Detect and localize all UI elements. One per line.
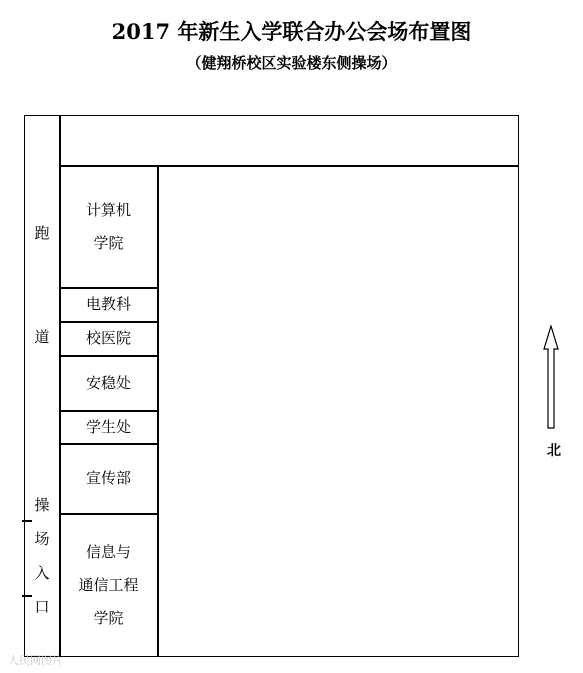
booth-info-comm-college xyxy=(60,514,157,656)
booth-student-affairs xyxy=(60,411,157,443)
booth-publicity-department xyxy=(60,444,157,513)
entrance-label-char: 入 xyxy=(34,564,50,582)
diagram-subtitle: （健翔桥校区实验楼东侧操场） xyxy=(186,54,397,72)
booth-label: 学生处 xyxy=(85,417,131,436)
booth-label: 计算机 xyxy=(85,201,131,219)
booth-label: 电教科 xyxy=(85,295,131,313)
entrance-marker xyxy=(22,520,32,522)
booth-security-office xyxy=(60,356,157,410)
entrance-label-char: 操 xyxy=(34,496,50,514)
booth-audiovisual-office xyxy=(60,288,157,321)
north-arrow-icon xyxy=(543,325,559,429)
diagram-title: 2017 年新生入学联合办公会场布置图 xyxy=(111,19,472,44)
booth-label: 校医院 xyxy=(85,329,131,347)
north-label: 北 xyxy=(547,443,561,459)
watermark: 人民网图片 xyxy=(8,654,63,667)
entrance-label-char: 口 xyxy=(34,598,50,616)
booth-campus-clinic xyxy=(60,322,157,355)
booth-label: 信息与 xyxy=(85,542,131,561)
entrance-marker xyxy=(22,595,32,597)
entrance-label-char: 场 xyxy=(34,530,50,548)
booth-label: 安稳处 xyxy=(85,373,131,392)
booth-label: 通信工程 xyxy=(78,575,139,594)
track-label-char: 道 xyxy=(34,328,50,346)
booth-computer-college xyxy=(60,167,157,287)
booth-label: 学院 xyxy=(93,608,124,627)
booth-label: 学院 xyxy=(93,234,124,252)
booth-label: 宣传部 xyxy=(85,469,131,487)
track-label-char: 跑 xyxy=(34,224,50,242)
